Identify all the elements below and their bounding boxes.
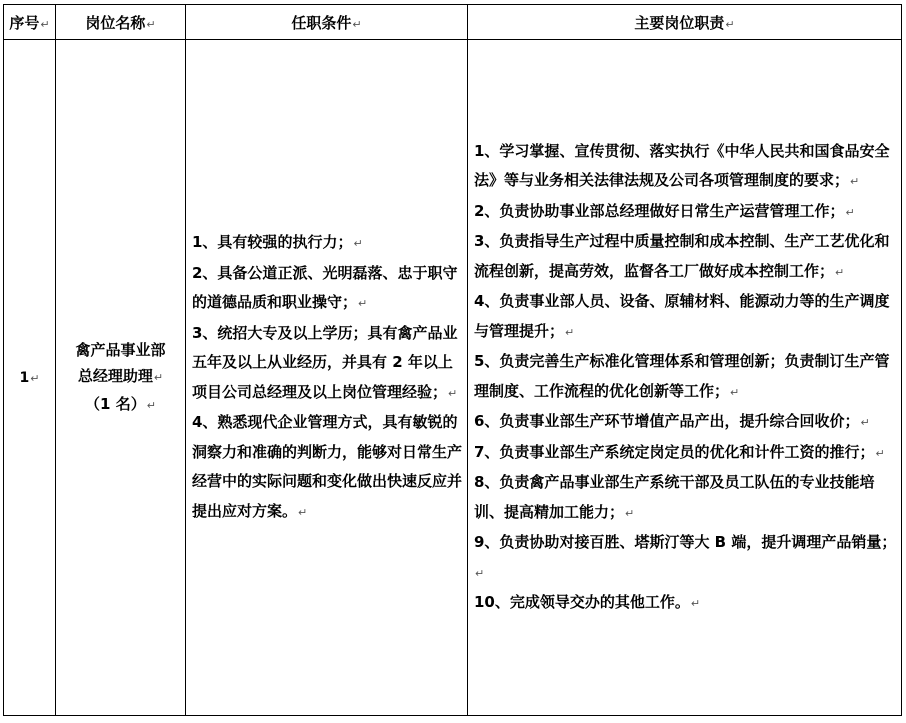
requirement-item: 2、具备公道正派、光明磊落、忠于职守的道德品质和职业操守；↵ [192, 263, 458, 311]
header-requirements: 任职条件↵ [186, 5, 468, 40]
duty-item: 1、学习掌握、宣传贯彻、落实执行《中华人民共和国食品安全法》等与业务相关法律法规及公司各项管理制度的要求；↵ [474, 141, 890, 189]
header-row [4, 5, 902, 40]
row-index: 1 [19, 369, 30, 386]
duty-item: 2、负责协助事业部总经理做好日常生产运营管理工作；↵ [474, 201, 855, 220]
duty-item: 9、负责协助对接百胜、塔斯汀等大 B 端，提升调理产品销量；↵ [474, 533, 897, 580]
position-line: 禽产品事业部 [75, 340, 166, 359]
duty-item: 7、负责事业部生产系统定岗定员的优化和计件工资的推行；↵ [474, 442, 885, 461]
duty-item: 3、负责指导生产过程中质量控制和成本控制、生产工艺优化和流程创新，提高劳效，监督各工厂做好成本控制工作；↵ [474, 232, 890, 280]
duty-item: 6、负责事业部生产环节增值产品产出，提升综合回收价；↵ [474, 412, 870, 430]
requirement-item: 1、具有较强的执行力；↵ [192, 233, 363, 251]
row-index-cell: 1↵ [4, 40, 56, 716]
duty-item: 4、负责事业部人员、设备、原辅材料、能源动力等的生产调度与管理提升；↵ [474, 292, 890, 340]
requirements-cell [186, 40, 468, 716]
position-line: （1 名）↵ [85, 394, 156, 413]
position-line: 总经理助理↵ [77, 366, 164, 385]
duty-item: 8、负责禽产品事业部生产系统干部及员工队伍的专业技能培训、提高精加工能力；↵ [474, 473, 875, 521]
requirement-item: 4、熟悉现代企业管理方式，具有敏锐的洞察力和准确的判断力，能够对日常生产经营中的实际问题和变化做出快速反应并提出应对方案。↵ [192, 413, 463, 520]
position-cell [56, 40, 186, 716]
duty-item: 5、负责完善生产标准化管理体系和管理创新；负责制订生产管理制度、工作流程的优化创新等工作；↵ [474, 352, 890, 400]
header-index: 序号↵ [4, 5, 56, 40]
job-table [3, 4, 902, 716]
table-row [4, 40, 902, 716]
header-position: 岗位名称↵ [56, 5, 186, 40]
duties-cell [468, 40, 902, 716]
requirement-item: 3、统招大专及以上学历；具有禽产品业五年及以上从业经历，并具有 2 年以上项目公司总经理及以上岗位管理经验；↵ [192, 323, 458, 401]
header-duties: 主要岗位职责↵ [468, 5, 902, 40]
duty-item: 10、完成领导交办的其他工作。↵ [474, 593, 701, 611]
